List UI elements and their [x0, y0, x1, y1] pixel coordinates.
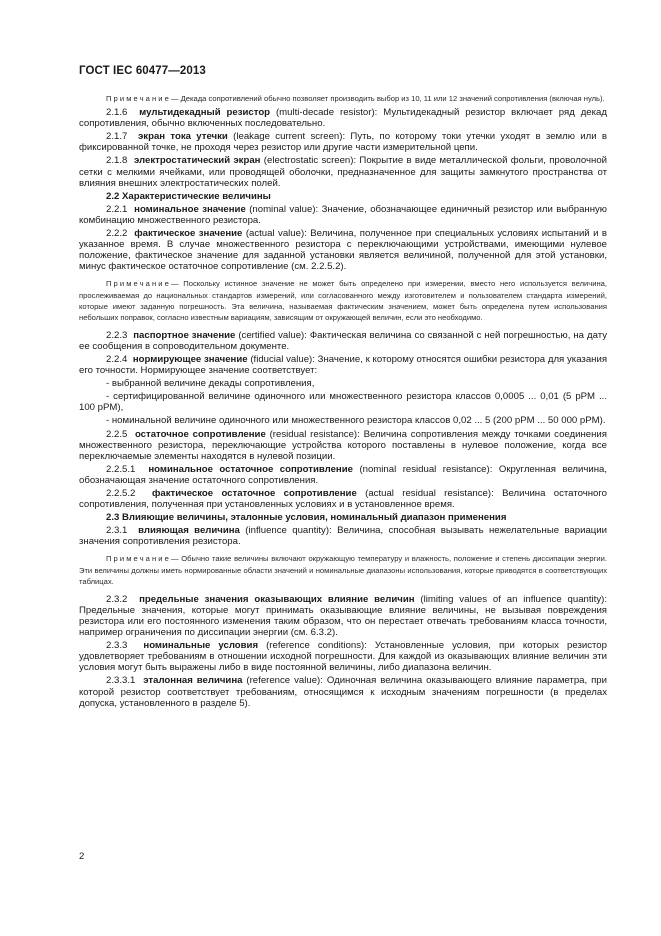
section-heading-2-2: 2.2 Характеристические величины: [106, 190, 271, 202]
clause-2-1-7: [79, 131, 607, 153]
clause-2-1-6: [79, 107, 607, 129]
clause-number: 2.2.5: [106, 428, 128, 440]
clause-term: влияющая величина: [138, 525, 240, 537]
clause-term: номинальное остаточное сопротивление: [148, 463, 353, 475]
clause-term: эталонная величина: [143, 675, 243, 687]
clause-term: мультидекадный резистор: [139, 107, 271, 119]
note-text: — Декада сопротивлений обычно позволяет производить выбор из 10, 11 или 12 значений сопротивления (включая нуль).: [170, 94, 605, 103]
clause-2-1-8: [79, 155, 607, 188]
section-heading-2-3: 2.3 Влияющие величины, эталонные условия, номинальный диапазон применения: [106, 512, 507, 524]
clause-term: фактическое остаточное сопротивление: [152, 488, 357, 499]
clause-2-2-1: [79, 204, 607, 226]
clause-2-3-1: [79, 525, 607, 547]
clause-2-2-5-2: [79, 488, 607, 510]
clause-number: 2.3.3: [106, 640, 128, 652]
clause-text: (reference conditions): Установленные условия, при которых резистор удовлетворяет требованиям в отношении исходной погрешности. Для каждой из оказывающих влияние величин эти условия могут быть выражены либо в виде постоянной величины, либо диапазона величин.: [79, 640, 607, 674]
clause-text: (actual residual resistance): Величина остаточного сопротивления, полученная при установленных условиях и в установленное время.: [79, 488, 607, 511]
clause-number: 2.3.3.1: [106, 675, 136, 687]
clause-term: номинальное значение: [134, 203, 246, 215]
clause-term: паспортное значение: [133, 329, 236, 341]
clause-number: 2.3.1: [106, 525, 128, 537]
clause-term: номинальные условия: [143, 640, 259, 652]
note-text: — Поскольку истинное значение не может быть определено при измерении, вместо него используется величина, прослеживаемая до национальных стандартов измерений, или согласованного между изготовителем и пользователем стандарта измерений, которые имеют заданную погрешность. Эта величина, называемая фактическим значением, может быть определена путем использования небольших поправок, согласно известным вариациям, зависящим от окружающей величин, если это необходимо.: [79, 279, 607, 322]
clause-2-2-4: [79, 354, 607, 376]
clause-term: фактическое значение: [134, 228, 243, 240]
note-lead: Примечание: [106, 554, 171, 564]
clause-term: остаточное сопротивление: [134, 428, 266, 440]
note-text: — Обычно такие величины включают окружающую температуру и влажность, положение и степень диссипации энергии. Эти величины должны иметь нормированные области значений и номинальные диапазоны использования, которые приводятся в соответствующих таблицах.: [79, 554, 607, 586]
clause-2-2-3: [79, 330, 607, 352]
note-lead: Примечание: [106, 279, 171, 289]
clause-2-3-2: [79, 594, 607, 638]
list-item: - номинальной величине одиночного или множественного резистора классов 0,02 ... 5 (200 pPM ... 50 000 pPM).: [106, 415, 606, 427]
clause-term: нормирующее значение: [132, 353, 248, 365]
clause-2-2-5-1: [79, 464, 607, 486]
clause-term: экран тока утечки: [138, 131, 228, 143]
clause-text: (fiducial value): Значение, к которому относятся ошибки резистора для указания его точности. Нормирующее значение соответствует:: [79, 353, 608, 377]
list-item: - сертифицированной величине одиночного или множественного резистора классов 0,0005 ... 0,01 (5 pPM ... 100 pPM),: [79, 391, 607, 414]
list-item: - выбранной величине декады сопротивления,: [106, 378, 315, 390]
clause-text: (nominal value): Значение, обозначающее единичный резистор или выбранную комбинацию множественного резистора.: [79, 203, 607, 226]
clause-text: (leakage current screen): Путь, по которому токи утечки уходят в землю или в фиксированной точке, не проходя через резистор или другие части измерительной цепи.: [79, 131, 607, 154]
page-body: [79, 93, 607, 711]
clause-number: 2.2.5.1: [106, 463, 136, 475]
clause-number: 2.3.2: [106, 593, 128, 605]
clause-number: 2.2.4: [106, 353, 128, 365]
clause-text: (nominal residual resistance): Округленная величина, обозначающая значение остаточного сопротивления.: [79, 463, 607, 486]
clause-number: 2.2.2: [106, 228, 128, 240]
document-header: ГОСТ IEC 60477—2013: [79, 65, 206, 77]
clause-number: 2.2.3: [106, 329, 128, 341]
note-decade: [79, 93, 607, 104]
clause-2-3-3: [79, 640, 607, 673]
clause-2-2-5: [79, 429, 607, 462]
clause-number: 2.2.1: [106, 203, 128, 215]
clause-text: (limiting values of an influence quantity): Предельные значения, которые могут принимать оказывающие влияние величины, не вызывая повреждения резистора или его постоянного изменения таким образом, что он перестает отвечать требованиям класса точности, например ограничения по диссипации энергии (см. 6.3.2).: [79, 593, 607, 639]
note-influence: [79, 553, 607, 586]
clause-text: (actual value): Величина, полученное при специальных условиях испытаний и в указанное время. В случае множественного резистора с переключающими устройствами, имеющими нулевое положение, фактическое значение для заданной установки является величиной, полученной для этой установки, минус фактическое остаточное сопротивление (см. 2.2.5.2).: [79, 228, 607, 273]
clause-term: электростатический экран: [133, 155, 261, 167]
clause-text: (certified value): Фактическая величина со связанной с ней погрешностью, на дату ее сообщения в сопроводительном документе.: [79, 329, 607, 352]
clause-number: 2.1.8: [106, 155, 128, 167]
clause-text: (residual resistance): Величина сопротивления между точками соединения множественного резистора, переключающие устройства которого поставлены в нулевое положение, когда все переключаемые элементы находятся в нулевой позиции.: [79, 428, 607, 462]
clause-text: (influence quantity): Величина, способная вызывать нежелательные вариации значения сопротивления резистора.: [79, 525, 608, 548]
clause-number: 2.1.7: [106, 131, 128, 143]
note-lead: Примечание: [106, 94, 171, 103]
note-actual-value: [79, 278, 607, 322]
clause-term: предельные значения оказывающих влияние величин: [139, 593, 415, 605]
clause-2-2-2: [79, 228, 607, 272]
clause-2-3-3-1: [79, 675, 607, 708]
clause-number: 2.1.6: [106, 107, 128, 119]
clause-text: (multi-decade resistor): Мультидекадный резистор включает ряд декад сопротивления, обычно включенных последовательно.: [79, 107, 607, 130]
clause-number: 2.2.5.2: [106, 488, 136, 499]
clause-text: (reference value): Одиночная величина оказывающего влияние параметра, при которой резистор соответствует требованиям, относящимся к исходным значениям погрешности (в пределах допуска, установленного в разделе 5).: [79, 675, 607, 709]
clause-text: (electrostatic screen): Покрытие в виде металлической фольги, проволочной сетки с мелкими ячейками, или проводящей оболочки, предназначенное для защиты замкнутого пространства от влияния внешних электростатических полей.: [79, 155, 608, 189]
page-number: 2: [79, 851, 85, 862]
